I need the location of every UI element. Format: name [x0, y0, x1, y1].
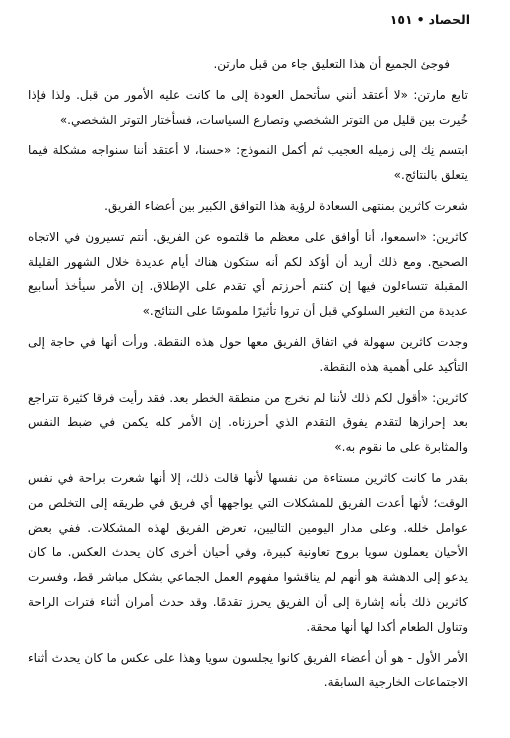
- paragraph: كاثرين: «اسمعوا، أنا أوافق على معظم ما قلتموه عن الفريق. أنتم تسيرون في الاتجاه الصحيح. ومع ذلك أريد أن أؤكد لكم أنه ستكون هناك أيام عديدة خلال الشهور القليلة المقبلة تتساءلون فيها إن كنتم أحرزتم أي تقدم على الإطلاق. إن الأمر سيأخذ أسابيع عديدة من التغير السلوكي قبل أن تروا تأثيرًا ملموسًا على النتائج.»: [28, 229, 468, 319]
- paragraph: بقدر ما كانت كاثرين مستاءة من نفسها لأنها قالت ذلك، إلا أنها شعرت براحة في نفس الوقت؛ لأنها أعدت الفريق للمشكلات التي يواجهها أي فريق في طريقه إلى التخلص من عوامل خلله. وعلى مدار اليومين التاليين، تعرض الفريق لهذه المشكلات. ففي بعض الأحيان يعملون سويا بروح تعاونية كبيرة، وفي أحيان أخرى كان يحدث العكس. ما كان يدعو إلى الدهشة هو أنهم لم يناقشوا مفهوم العمل الجماعي بشكل مباشر قط، وفسرت كاثرين ذلك بأنه إشارة إلى أن الفريق يحرز تقدمًا. وقد حدث أمران أثناء فترات الراحة وتناول الطعام أكدا لها أنها محقة.: [28, 470, 468, 634]
- paragraph: كاثرين: «أقول لكم ذلك لأننا لم نخرج من منطقة الخطر بعد. فقد رأيت فرقا كثيرة تتراجع بعد إحرازها لتقدم يفوق التقدم الذي أحرزناه. إن الأمر كله يكمن في ضبط النفس والمثابرة على ما نقوم به.»: [28, 390, 468, 455]
- running-header-title: الحصاد: [428, 12, 470, 27]
- paragraph: شعرت كاثرين بمنتهى السعادة لرؤية هذا التوافق الكبير بين أعضاء الفريق.: [104, 198, 468, 213]
- page-number: ١٥١: [389, 12, 413, 27]
- paragraph: تابع مارتن: «لا أعتقد أنني سأتحمل العودة إلى ما كانت عليه الأمور من قبل. ولذا فإذا خُيرت بين قليل من التوتر الشخصي وتصارع السياسات، فسأختار التوتر الشخصي.»: [28, 87, 468, 127]
- paragraph: وجدت كاثرين سهولة في اتفاق الفريق معها حول هذه النقطة. ورأت أنها في حاجة إلى التأكيد على أهمية هذه النقطة.: [28, 334, 468, 374]
- paragraph: فوجئ الجميع أن هذا التعليق جاء من قبل مارتن.: [213, 57, 450, 71]
- page-body: [28, 52, 468, 701]
- paragraph: الأمر الأول - هو أن أعضاء الفريق كانوا يجلسون سويا وهذا على عكس ما كان يحدث أثناء الاجتماعات الخارجية السابقة.: [28, 650, 468, 690]
- running-header: [390, 12, 470, 27]
- header-bullet: •: [416, 12, 425, 27]
- paragraph: ابتسم نِك إلى زميله العجيب ثم أكمل النموذج: «حسنا، لا أعتقد أننا سنواجه مشكلة فيما يتعلق بالنتائج.»: [28, 143, 468, 183]
